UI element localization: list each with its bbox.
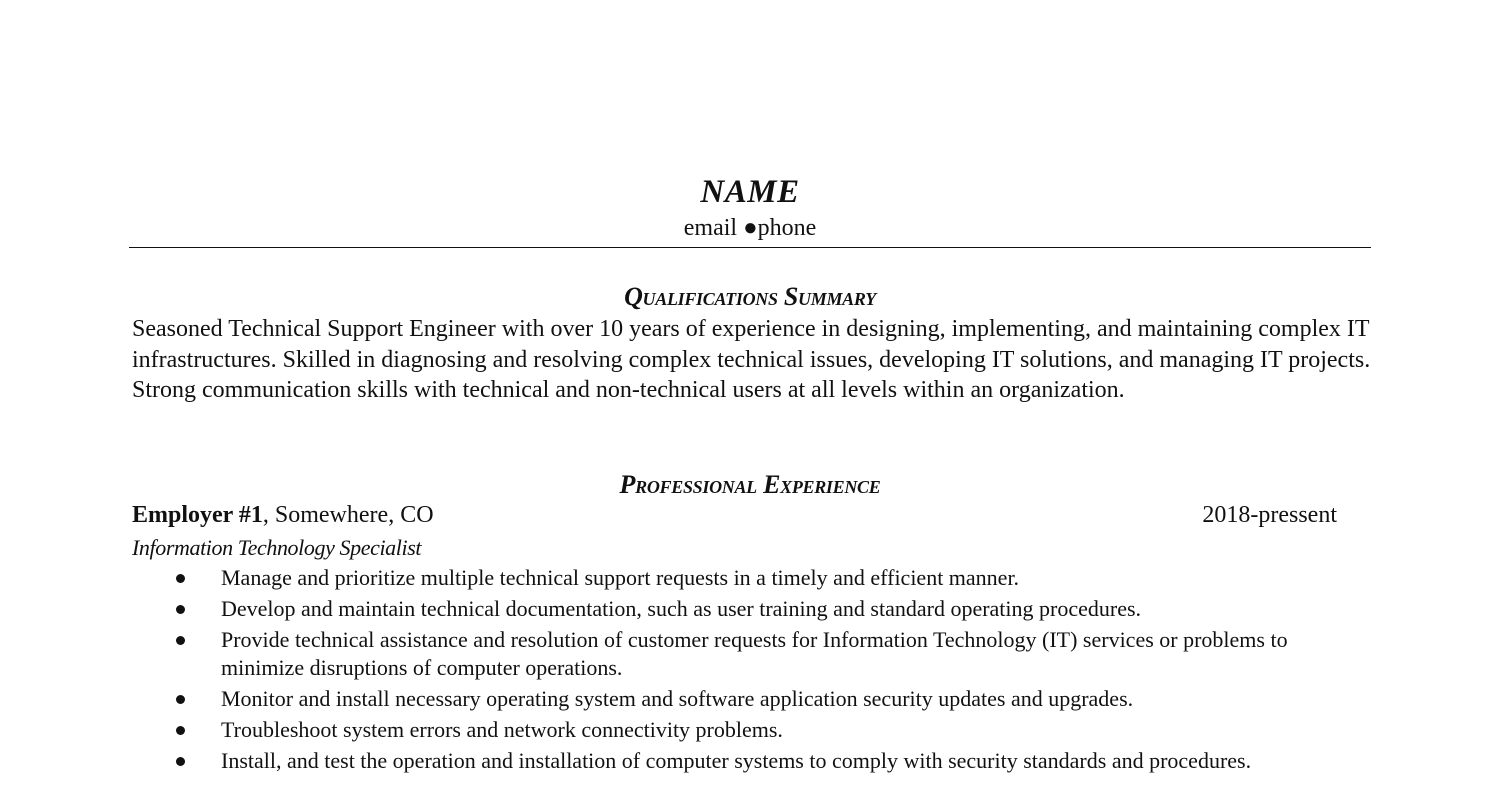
bullet-dot-icon bbox=[176, 695, 185, 704]
bullet-dot-icon bbox=[176, 726, 185, 735]
bullet-text: Develop and maintain technical documentation, such as user training and standard operating procedures. bbox=[221, 596, 1142, 621]
qualifications-heading: Qualifications Summary bbox=[624, 282, 876, 311]
job-employer-line bbox=[132, 502, 434, 529]
qualifications-summary-text: Seasoned Technical Support Engineer with over 10 years of experience in designing, implementing, and maintaining complex IT infrastructures. Skilled in diagnosing and resolving complex technical issues, developing IT solutions, and managing IT projects. Strong communication skills with technical and non-technical users at all levels within an organization. bbox=[132, 316, 1371, 403]
list-item bbox=[0, 626, 1500, 682]
candidate-name: NAME bbox=[700, 174, 800, 210]
bullet-dot-icon bbox=[176, 605, 185, 614]
list-item bbox=[0, 716, 1500, 744]
list-item bbox=[0, 564, 1500, 592]
bullet-dot-icon bbox=[176, 636, 185, 645]
list-item bbox=[0, 595, 1500, 623]
bullet-text: Troubleshoot system errors and network connectivity problems. bbox=[221, 717, 783, 742]
experience-heading: Professional Experience bbox=[619, 470, 881, 499]
job-title: Information Technology Specialist bbox=[132, 535, 422, 560]
list-item bbox=[0, 685, 1500, 713]
list-item bbox=[0, 747, 1500, 775]
job-dates: 2018-pressent bbox=[1202, 502, 1337, 528]
bullet-text: Monitor and install necessary operating system and software application security updates and upgrades. bbox=[221, 686, 1134, 711]
bullet-text: Install, and test the operation and installation of computer systems to comply with security standards and procedures. bbox=[221, 748, 1252, 773]
bullet-text: Manage and prioritize multiple technical support requests in a timely and efficient manner. bbox=[221, 565, 1020, 590]
employer-location: , Somewhere, CO bbox=[262, 502, 434, 528]
bullet-dot-icon bbox=[176, 757, 185, 766]
header-divider bbox=[129, 247, 1371, 248]
contact-info: email ●phone bbox=[683, 215, 817, 241]
job-bullet-list bbox=[0, 564, 1500, 778]
bullet-dot-icon bbox=[176, 574, 185, 583]
bullet-text: Provide technical assistance and resolution of customer requests for Information Technology (IT) services or problems to minimize disruptions of computer operations. bbox=[221, 627, 1288, 680]
employer-name: Employer #1 bbox=[132, 502, 263, 528]
